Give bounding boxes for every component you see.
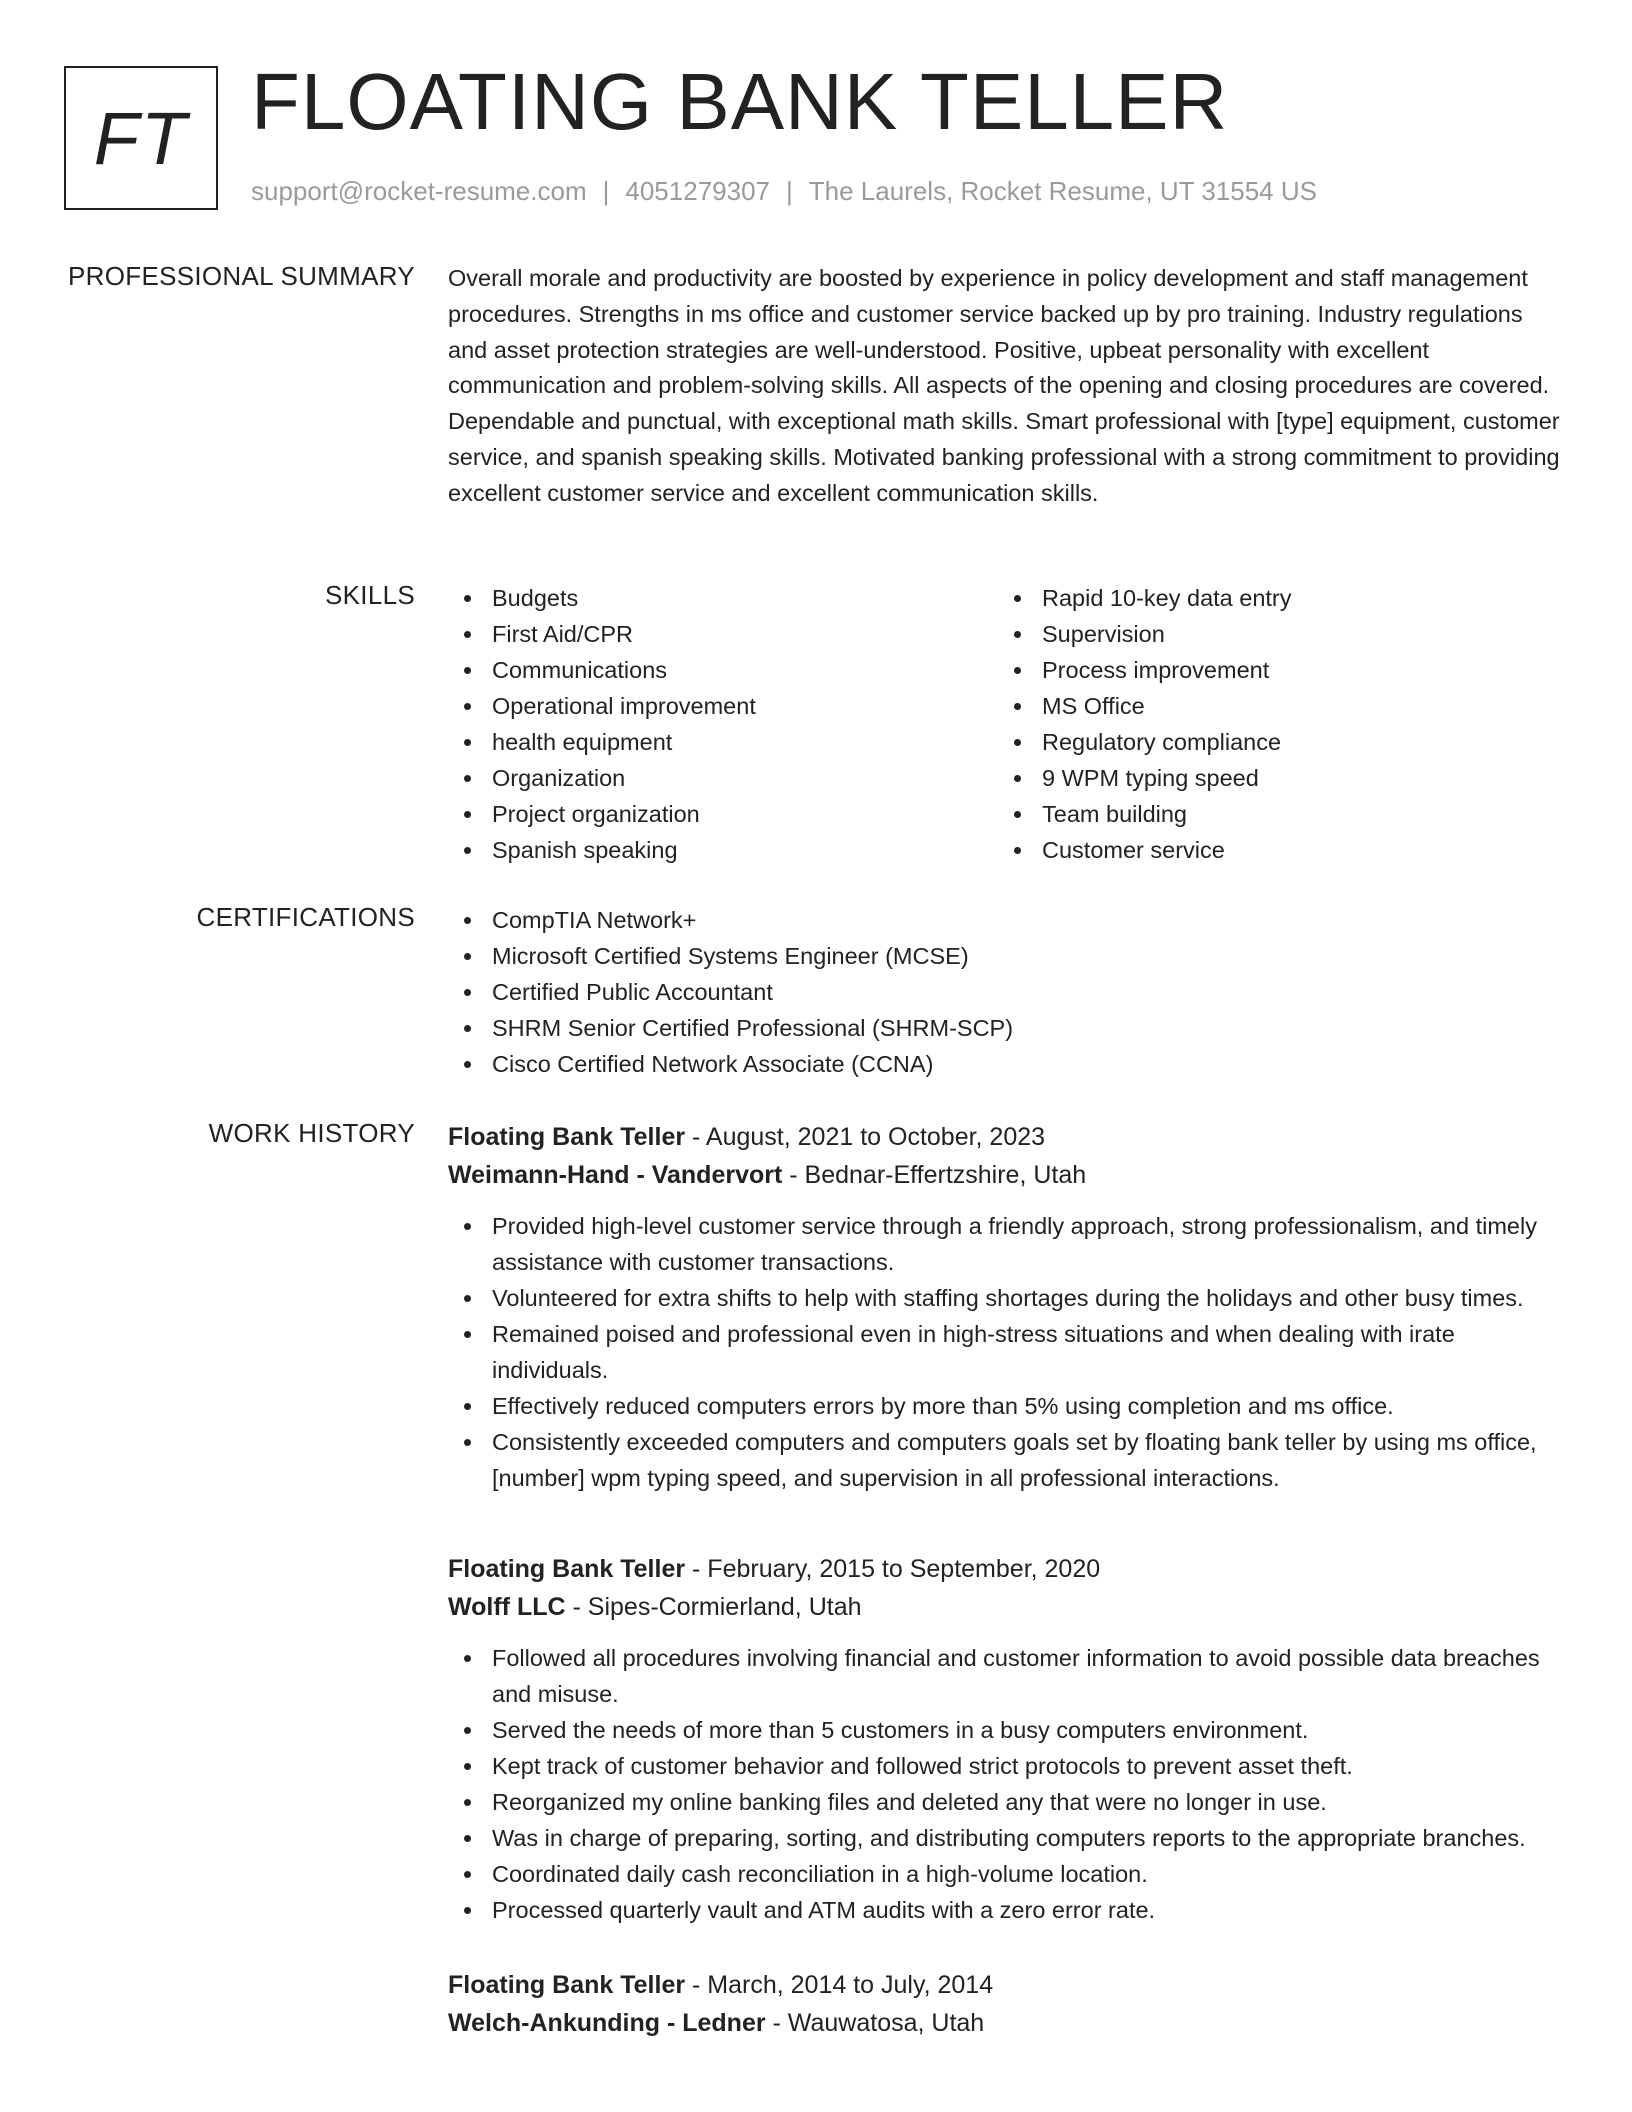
- job-location: - Bednar-Effertzshire, Utah: [782, 1161, 1087, 1189]
- job-bullet: Reorganized my online banking files and deleted any that were no longer in use.: [448, 1784, 1563, 1820]
- job-title: Floating Bank Teller: [448, 1555, 686, 1583]
- skill-item: Budgets: [448, 580, 998, 616]
- job-title: Floating Bank Teller: [448, 1971, 686, 1999]
- job-bullet: Provided high-level customer service through a friendly approach, strong professionalism, and timely assistance with customer transactions.: [448, 1208, 1563, 1280]
- job-title-line: [448, 1966, 1563, 2004]
- skill-item: Regulatory compliance: [998, 724, 1548, 760]
- skills-list-right: [998, 580, 1548, 868]
- section-heading-skills: SKILLS: [325, 580, 415, 610]
- job-company-line: [448, 1156, 1563, 1194]
- skill-item: Communications: [448, 652, 998, 688]
- contact-separator: |: [786, 176, 793, 206]
- skills-body: [448, 580, 1563, 868]
- certifications-body: [448, 902, 1563, 1082]
- job-company: Weimann-Hand - Vandervort: [448, 1161, 783, 1189]
- job-dates: - February, 2015 to September, 2020: [685, 1555, 1101, 1583]
- job-location: - Sipes-Cormierland, Utah: [565, 1593, 862, 1621]
- job-dates: - March, 2014 to July, 2014: [685, 1971, 994, 1999]
- contact-separator: |: [602, 176, 610, 206]
- contact-phone[interactable]: 4051279307: [625, 176, 770, 206]
- job-bullet: Served the needs of more than 5 customers in a busy computers environment.: [448, 1712, 1563, 1748]
- skill-item: First Aid/CPR: [448, 616, 998, 652]
- job-title: Floating Bank Teller: [448, 1123, 686, 1151]
- skill-item: Rapid 10-key data entry: [998, 580, 1548, 616]
- skill-item: Process improvement: [998, 652, 1548, 688]
- job-bullet: Volunteered for extra shifts to help with staffing shortages during the holidays and other busy times.: [448, 1280, 1563, 1316]
- skill-item: 9 WPM typing speed: [998, 760, 1548, 796]
- skills-list-left: [448, 580, 998, 868]
- contact-email[interactable]: support@rocket-resume.com: [251, 176, 587, 206]
- section-heading-certifications: CERTIFICATIONS: [196, 902, 415, 932]
- contact-address: The Laurels, Rocket Resume, UT 31554 US: [808, 176, 1317, 206]
- certification-item: Certified Public Accountant: [448, 974, 1563, 1010]
- skill-item: health equipment: [448, 724, 998, 760]
- candidate-name: FLOATING BANK TELLER: [251, 57, 1229, 146]
- skill-item: Team building: [998, 796, 1548, 832]
- summary-text: Overall morale and productivity are boosted by experience in policy development and staff management procedures. Strengths in ms office and customer service backed up by pro training. Industry regulations and asset protection strategies are well-understood. Positive, upbeat personality with excellent communication and problem-solving skills. All aspects of the opening and closing procedures are covered. Dependable and punctual, with exceptional math skills. Smart professional with [type] equipment, customer service, and spanish speaking skills. Motivated banking professional with a strong commitment to providing excellent customer service and excellent communication skills.: [448, 265, 1560, 506]
- section-heading-work-history: WORK HISTORY: [208, 1118, 415, 1148]
- job-company: Wolff LLC: [448, 1593, 566, 1621]
- job-company-line: [448, 1588, 1563, 1626]
- skill-item: MS Office: [998, 688, 1548, 724]
- skill-item: Customer service: [998, 832, 1548, 868]
- certifications-list: [448, 902, 1563, 1082]
- job-bullet: Remained poised and professional even in high-stress situations and when dealing with irate individuals.: [448, 1316, 1563, 1388]
- job-bullet: Was in charge of preparing, sorting, and distributing computers reports to the appropriate branches.: [448, 1820, 1563, 1856]
- job-bullet-list: [448, 1640, 1563, 1928]
- certification-item: Cisco Certified Network Associate (CCNA): [448, 1046, 1563, 1082]
- job-company-line: [448, 2004, 1563, 2042]
- monogram-initials: FT: [93, 96, 189, 180]
- job-entry: [448, 1118, 1563, 1496]
- job-dates: - August, 2021 to October, 2023: [685, 1123, 1046, 1151]
- job-title-line: [448, 1118, 1563, 1156]
- skill-item: Organization: [448, 760, 998, 796]
- certification-item: CompTIA Network+: [448, 902, 1563, 938]
- job-entry: [448, 1550, 1563, 1928]
- job-entry: [448, 1966, 1563, 2042]
- job-bullet-list: [448, 1208, 1563, 1496]
- contact-line: [251, 176, 1317, 207]
- skill-item: Project organization: [448, 796, 998, 832]
- job-company: Welch-Ankunding - Ledner: [448, 2009, 766, 2037]
- certification-item: SHRM Senior Certified Professional (SHRM-SCP): [448, 1010, 1563, 1046]
- job-bullet: Kept track of customer behavior and followed strict protocols to prevent asset theft.: [448, 1748, 1563, 1784]
- certification-item: Microsoft Certified Systems Engineer (MCSE): [448, 938, 1563, 974]
- skill-item: Spanish speaking: [448, 832, 998, 868]
- skill-item: Supervision: [998, 616, 1548, 652]
- job-bullet: Effectively reduced computers errors by more than 5% using completion and ms office.: [448, 1388, 1563, 1424]
- monogram-box: [64, 66, 218, 210]
- job-bullet: Consistently exceeded computers and computers goals set by floating bank teller by using ms office, [number] wpm typing speed, and supervision in all professional interactions.: [448, 1424, 1563, 1496]
- job-title-line: [448, 1550, 1563, 1588]
- job-bullet: Processed quarterly vault and ATM audits with a zero error rate.: [448, 1892, 1563, 1928]
- job-location: - Wauwatosa, Utah: [765, 2009, 985, 2037]
- job-bullet: Followed all procedures involving financial and customer information to avoid possible data breaches and misuse.: [448, 1640, 1563, 1712]
- job-bullet: Coordinated daily cash reconciliation in a high-volume location.: [448, 1856, 1563, 1892]
- skill-item: Operational improvement: [448, 688, 998, 724]
- section-heading-summary: PROFESSIONAL SUMMARY: [68, 261, 415, 291]
